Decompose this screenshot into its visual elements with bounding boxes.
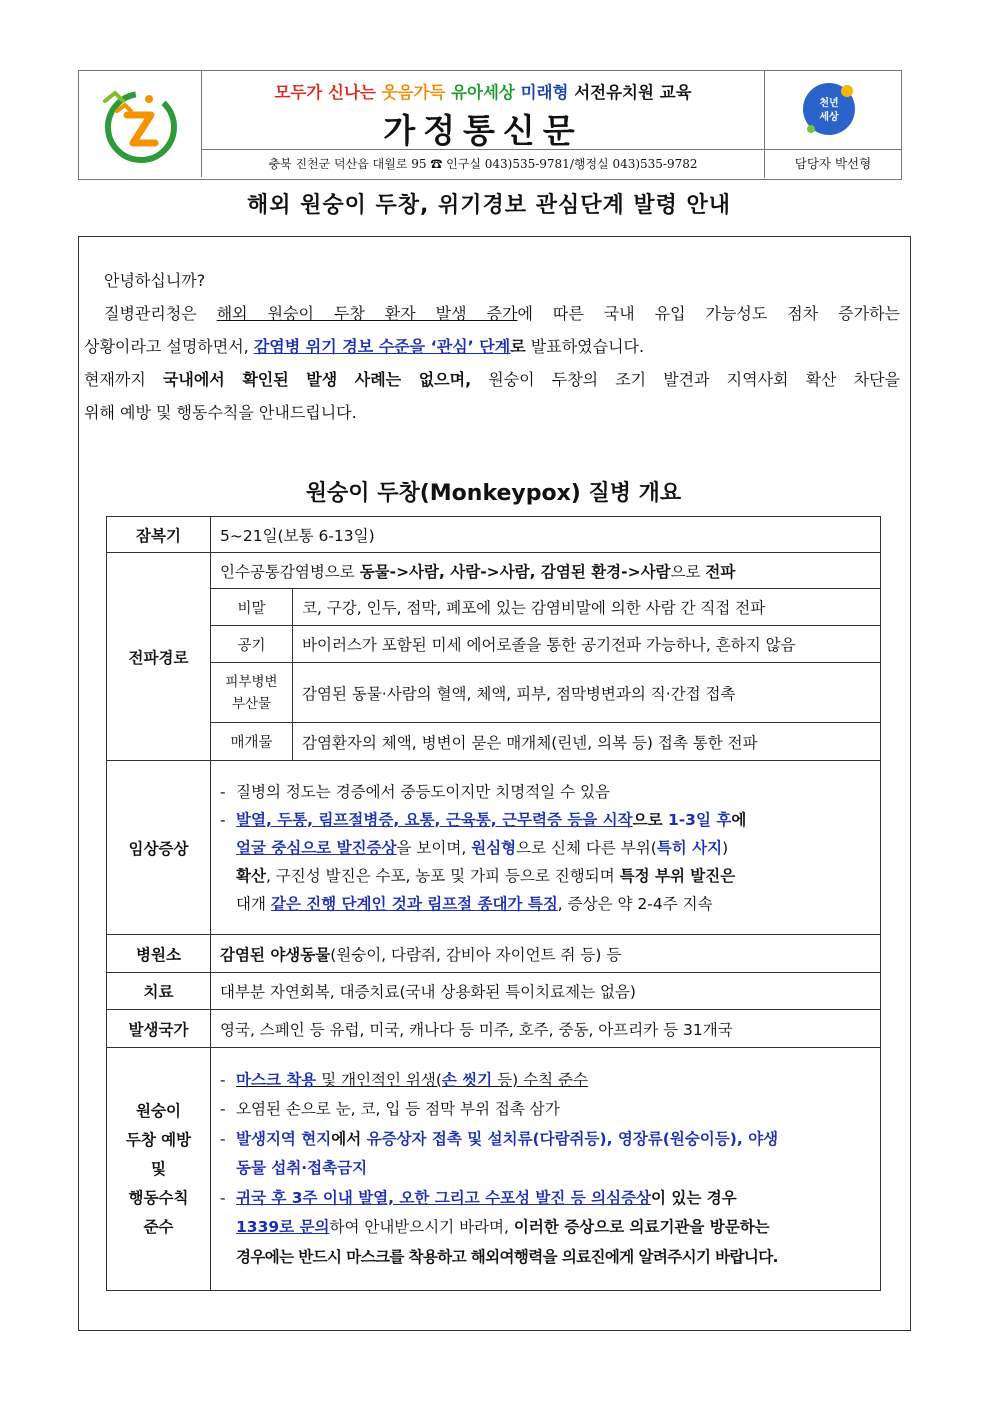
row-header: 병원소 bbox=[107, 935, 211, 973]
symptom-text: 에 bbox=[731, 810, 747, 829]
table-cell: 대부분 자연회복, 대증치료(국내 상용화된 특이치료제는 없음) bbox=[211, 973, 881, 1010]
prevention-text: 하여 안내받으시기 바라며, bbox=[329, 1218, 514, 1237]
slogan-word: 유아세상 bbox=[451, 83, 521, 102]
symptom-line bbox=[220, 890, 871, 918]
table-cell: 감염환자의 체액, 병변이 묻은 매개체(린넨, 의복 등) 접촉 통한 전파 bbox=[293, 723, 881, 761]
symptom-highlight: 원심형 bbox=[471, 838, 517, 857]
prevention-highlight: 1339로 문의 bbox=[236, 1218, 330, 1237]
cell-highlight: 전파 bbox=[705, 562, 736, 581]
table-cell bbox=[211, 1048, 881, 1291]
kindergarten-logo-icon bbox=[79, 71, 201, 177]
section-title: 원숭이 두창(Monkeypox) 질병 개요 bbox=[305, 481, 682, 506]
symptom-highlight: 특히 사지 bbox=[656, 838, 723, 857]
table-cell bbox=[211, 761, 881, 935]
symptom-item bbox=[220, 806, 871, 834]
greeting: 안녕하십니까? bbox=[104, 271, 206, 290]
table-cell: 코, 구강, 인두, 점막, 폐포에 있는 감염비말에 의한 사람 간 직접 전파 bbox=[293, 589, 881, 626]
route-label-line: 부산물 bbox=[231, 695, 272, 712]
table-row bbox=[107, 626, 881, 663]
table-row bbox=[107, 1010, 881, 1048]
prevention-item bbox=[220, 1125, 871, 1184]
cell-text: 인수공통감염병으로 bbox=[220, 562, 360, 581]
prevention-highlight: 동물 섭취·접촉금지 bbox=[236, 1159, 368, 1178]
symptom-text: ) bbox=[722, 838, 729, 857]
intro-line bbox=[84, 330, 900, 363]
city-emblem-icon bbox=[765, 71, 901, 149]
prevention-highlight: 마스크 착용 bbox=[236, 1070, 317, 1089]
prevention-item bbox=[220, 1066, 871, 1096]
intro-text: 현재까지 bbox=[84, 370, 163, 389]
table-row bbox=[107, 761, 881, 935]
row-header-line: 두창 예방 bbox=[125, 1130, 192, 1149]
symptom-text: 대개 bbox=[236, 894, 271, 913]
symptom-highlight: 확산 bbox=[236, 866, 266, 885]
table-cell: 영국, 스페인 등 유럽, 미국, 캐나다 등 미주, 호주, 중동, 아프리카 등 31개국 bbox=[211, 1010, 881, 1048]
symptom-text: , 증상은 약 2-4주 지속 bbox=[557, 894, 713, 913]
intro-line bbox=[84, 363, 900, 396]
table-row bbox=[107, 723, 881, 761]
prevention-highlight: 발생지역 현지 bbox=[236, 1129, 332, 1148]
symptom-text: 으로 신체 다른 부위( bbox=[516, 838, 657, 857]
prevention-text: 경우에는 반드시 마스크를 착용하고 해외여행력을 의료진에게 알려주시기 바랍니다. bbox=[236, 1247, 778, 1266]
prevention-text: 이러한 증상으로 의료기관을 방문하는 bbox=[513, 1218, 770, 1237]
table-cell bbox=[211, 935, 881, 973]
prevention-text: 이 있는 경우 bbox=[651, 1188, 737, 1207]
row-header-line: 원숭이 bbox=[136, 1101, 181, 1120]
row-header: 잠복기 bbox=[107, 517, 211, 553]
prevention-highlight: 손 씻기 bbox=[441, 1070, 493, 1089]
intro-line bbox=[84, 297, 900, 330]
symptom-item: - 질병의 정도는 경증에서 중등도이지만 치명적일 수 있음 bbox=[220, 778, 871, 806]
table-cell: 감염된 동물·사람의 혈액, 체액, 피부, 점막병변과의 직·간접 접촉 bbox=[293, 663, 881, 723]
emblem-text: 세상 bbox=[819, 112, 839, 123]
letterhead bbox=[78, 70, 902, 180]
row-header bbox=[107, 1048, 211, 1291]
row-header: 발생국가 bbox=[107, 1010, 211, 1048]
slogan-word: 서전유치원 교육 bbox=[574, 83, 692, 102]
table-row bbox=[107, 935, 881, 973]
prevention-text: 에서 bbox=[331, 1129, 367, 1148]
symptom-text: 을 보이며, bbox=[396, 838, 472, 857]
slogan-word: 신나는 bbox=[328, 83, 382, 102]
route-label-line: 피부병변 bbox=[225, 673, 278, 690]
intro-line: 위해 예방 및 행동수칙을 안내드립니다. bbox=[84, 403, 357, 422]
symptom-line bbox=[220, 862, 871, 890]
intro-text: 에 따른 국내 유입 가능성도 점차 증가하는 bbox=[517, 304, 900, 323]
intro-highlight: 해외 원숭이 두창 환자 발생 증가 bbox=[216, 304, 518, 323]
intro-text: 원숭이 두창의 조기 발견과 지역사회 확산 차단을 bbox=[471, 370, 900, 389]
emblem-text: 천년 bbox=[819, 98, 839, 109]
route-label: 공기 bbox=[211, 626, 293, 663]
symptom-text: 으로 bbox=[632, 810, 668, 829]
prevention-highlight: 귀국 후 3주 이내 발열, 오한 그리고 수포성 발진 등 의심증상 bbox=[236, 1188, 652, 1207]
slogan-word: 웃음가득 bbox=[381, 83, 452, 102]
table-row bbox=[107, 973, 881, 1010]
row-header-line: 및 bbox=[151, 1159, 166, 1178]
prevention-item: - 오염된 손으로 눈, 코, 입 등 점막 부위 접촉 삼가 bbox=[220, 1095, 871, 1125]
cell-text: (원숭이, 다람쥐, 감비아 자이언트 쥐 등) 등 bbox=[330, 945, 622, 964]
prevention-text: 및 개인적인 위생( bbox=[316, 1070, 442, 1089]
cell-highlight: 감염된 야생동물 bbox=[220, 945, 331, 964]
symptom-highlight: 얼굴 중심으로 발진증상 bbox=[236, 838, 397, 857]
slogan-word: 미래형 bbox=[520, 83, 575, 102]
city-emblem bbox=[765, 71, 901, 150]
page-title: 해외 원숭이 두창, 위기경보 관심단계 발령 안내 bbox=[246, 193, 732, 218]
symptom-highlight: 같은 진행 단계인 것과 림프절 종대가 특징 bbox=[270, 894, 558, 913]
slogan-word: 모두가 bbox=[274, 83, 329, 102]
table-row bbox=[107, 553, 881, 589]
table-row bbox=[107, 589, 881, 626]
intro-text: 로 bbox=[510, 337, 526, 356]
symptom-line bbox=[220, 834, 871, 862]
contact-person: 담당자 박선형 bbox=[794, 156, 872, 171]
prevention-item bbox=[220, 1184, 871, 1273]
intro-text: 발표하였습니다. bbox=[525, 337, 645, 356]
route-label: 비말 bbox=[211, 589, 293, 626]
intro-text: 질병관리청은 bbox=[104, 304, 217, 323]
slogan bbox=[202, 79, 764, 103]
row-header-line: 행동수칙 bbox=[128, 1188, 189, 1207]
table-row bbox=[107, 517, 881, 553]
prevention-line bbox=[236, 1071, 588, 1089]
symptom-highlight: 발열, 두통, 림프절병증, 요통, 근육통, 근무력증 등을 시작 bbox=[236, 810, 633, 829]
letterhead-title-area bbox=[202, 71, 765, 150]
prevention-text: 등) 수칙 준수 bbox=[492, 1070, 588, 1089]
row-header: 임상증상 bbox=[107, 761, 211, 935]
table-cell: 바이러스가 포함된 미세 에어로졸을 통한 공기전파 가능하나, 흔하지 않음 bbox=[293, 626, 881, 663]
cell-text: 으로 bbox=[670, 562, 706, 581]
intro-highlight: 감염병 위기 경보 수준을 ‘관심’ 단계 bbox=[253, 337, 511, 356]
table-row bbox=[107, 663, 881, 723]
newsletter-title: 가정통신문 bbox=[383, 111, 583, 150]
cell-highlight: 동물->사람, 사람->사람, 감염된 환경->사람 bbox=[359, 562, 671, 581]
row-header: 전파경로 bbox=[107, 553, 211, 761]
route-label: 매개물 bbox=[211, 723, 293, 761]
row-header: 치료 bbox=[107, 973, 211, 1010]
kindergarten-logo bbox=[79, 71, 202, 177]
school-address: 충북 진천군 덕산읍 대월로 95 ☎ 인구실 043)535-9781/행정실 043)535-9782 bbox=[202, 150, 765, 178]
symptom-highlight: 특정 부위 발진은 bbox=[619, 866, 736, 885]
intro-text: 상황이라고 설명하면서, bbox=[84, 337, 254, 356]
prevention-highlight: 유증상자 접촉 및 설치류(다람쥐등), 영장류(원숭이등), 야생 bbox=[366, 1129, 779, 1148]
symptom-text: , 구진성 발진은 수포, 농포 및 가피 등으로 진행되며 bbox=[265, 866, 620, 885]
table-cell bbox=[211, 553, 881, 589]
route-label bbox=[211, 663, 293, 723]
row-header-line: 준수 bbox=[143, 1217, 174, 1236]
disease-overview-table bbox=[106, 516, 881, 1291]
symptom-highlight: 1-3일 후 bbox=[667, 810, 732, 829]
table-cell: 5~21일(보통 6-13일) bbox=[211, 517, 881, 553]
table-row bbox=[107, 1048, 881, 1291]
intro-highlight: 국내에서 확인된 발생 사례는 없으며, bbox=[162, 370, 472, 389]
